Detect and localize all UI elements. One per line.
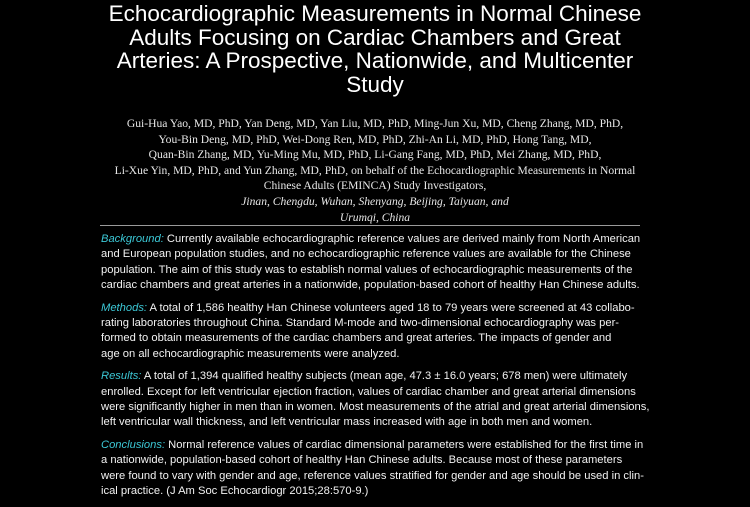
conclusions-label: Conclusions: bbox=[101, 438, 166, 451]
title-line: Adults Focusing on Cardiac Chambers and Great bbox=[129, 24, 621, 50]
results-text: were significantly higher in men than in women. Most measurements of the atrial and great arterial dimensions, bbox=[101, 401, 650, 414]
conclusions-text: were found to vary with gender and age, reference values stratified for gender and age should be used in clin- bbox=[101, 469, 644, 482]
conclusions-text: a nationwide, population-based cohort of healthy Han Chinese adults. Because most of these parameters bbox=[101, 454, 623, 467]
author-locations-cont: Urumqi, China bbox=[339, 210, 411, 224]
author-line: Gui-Hua Yao, MD, PhD, Yan Deng, MD, Yan Liu, MD, PhD, Ming-Jun Xu, MD, Cheng Zhang, MD, PhD, bbox=[126, 117, 624, 130]
background-text: population. The aim of this study was to establish normal values of echocardiographic measurements of the bbox=[101, 263, 633, 276]
results-text: left ventricular wall thickness, and left ventricular mass increased with age in both men and women. bbox=[101, 416, 593, 429]
background-label: Background: bbox=[101, 233, 164, 245]
title-line: Arteries: A Prospective, Nationwide, and Multicenter bbox=[116, 48, 634, 73]
methods-text: rating laboratories throughout China. Standard M-mode and two-dimensional echocardiography was per- bbox=[101, 317, 620, 330]
conclusions-text: Normal reference values of cardiac dimensional parameters were established for the first time in bbox=[165, 438, 644, 451]
author-line: You-Bin Deng, MD, PhD, Wei-Dong Ren, MD, PhD, Zhi-An Li, MD, PhD, Hong Tang, MD, bbox=[158, 132, 592, 146]
methods-label: Methods: bbox=[101, 301, 148, 314]
results-text: A total of 1,394 qualified healthy subjects (mean age, 47.3 ± 16.0 years; 678 men) were ultimately bbox=[141, 370, 628, 383]
results-section bbox=[101, 369, 650, 431]
author-line-text: Chinese Adults (EMINCA) Study Investigators, bbox=[263, 179, 487, 193]
author-line: Quan-Bin Zhang, MD, Yu-Ming Mu, MD, PhD, Li-Gang Fang, MD, PhD, Mei Zhang, MD, PhD, bbox=[148, 148, 602, 162]
conclusions-text: ical practice. (J Am Soc Echocardiogr 2015;28:570-9.) bbox=[101, 485, 369, 498]
divider bbox=[100, 225, 640, 226]
methods-text: age on all echocardiographic measurements were analyzed. bbox=[101, 347, 400, 360]
author-line bbox=[90, 178, 660, 209]
background-text: and European population studies, and no echocardiographic reference values are available for the Chinese bbox=[101, 248, 631, 261]
results-label: Results: bbox=[101, 370, 142, 383]
conclusions-section bbox=[101, 438, 646, 500]
author-locations: Jinan, Chengdu, Wuhan, Shenyang, Beijing, Taiyuan, and bbox=[241, 194, 509, 208]
title-line: Study bbox=[346, 71, 404, 97]
author-list bbox=[90, 116, 660, 225]
methods-section bbox=[101, 301, 646, 363]
background-text: cardiac chambers and great arteries in a nationwide, population-based cohort of healthy Han Chinese adults. bbox=[101, 279, 640, 292]
title-line: Echocardiographic Measurements in Normal Chinese bbox=[108, 1, 642, 26]
background-text: Currently available echocardiographic reference values are derived mainly from North American bbox=[163, 233, 641, 245]
paper-title bbox=[0, 2, 750, 96]
author-line: Li-Xue Yin, MD, PhD, and Yun Zhang, MD, PhD, on behalf of the Echocardiographic Measurements in Normal bbox=[114, 163, 636, 177]
results-text: enrolled. Except for left ventricular ejection fraction, values of cardiac chamber and great arterial dimensions bbox=[101, 385, 636, 398]
methods-text: formed to obtain measurements of the cardiac chambers and great arteries. The impacts of gender and bbox=[101, 332, 612, 345]
abstract bbox=[101, 232, 650, 507]
author-line bbox=[90, 210, 660, 226]
background-section bbox=[101, 232, 646, 294]
methods-text: A total of 1,586 healthy Han Chinese volunteers aged 18 to 79 years were screened at 43 collabo- bbox=[147, 301, 635, 314]
